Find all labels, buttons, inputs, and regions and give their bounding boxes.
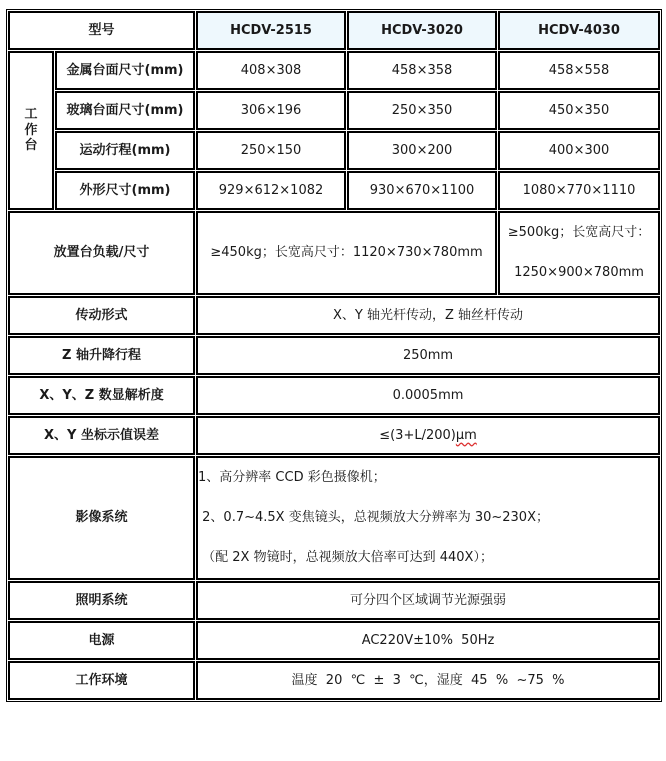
imaging-description: [196, 456, 660, 580]
row-label: 外形尺寸(mm): [55, 171, 195, 210]
table-row: [8, 581, 660, 620]
cell-value: 可分四个区域调节光源强弱: [196, 581, 660, 620]
cell-value: 930×670×1100: [347, 171, 497, 210]
cell-value: 300×200: [347, 131, 497, 170]
cell-value: 250mm: [196, 336, 660, 375]
row-label: 放置台负载/尺寸: [8, 211, 195, 295]
row-label: 电源: [8, 621, 195, 660]
row-label: X、Y 坐标示值误差: [8, 416, 195, 455]
row-label: 影像系统: [8, 456, 195, 580]
cell-value: AC220V±10% 50Hz: [196, 621, 660, 660]
table-row: [8, 416, 660, 455]
cell-value: X、Y 轴光杆传动，Z 轴丝杆传动: [196, 296, 660, 335]
row-label: 照明系统: [8, 581, 195, 620]
table-row: [8, 376, 660, 415]
imaging-line: 1、高分辨率 CCD 彩色摄像机；: [198, 470, 386, 485]
cell-value: 929×612×1082: [196, 171, 346, 210]
row-label: 传动形式: [8, 296, 195, 335]
table-row: [8, 296, 660, 335]
cell-value: ≤(3+L/200)μm: [196, 416, 660, 455]
table-row: [8, 91, 660, 130]
cell-value: 458×358: [347, 51, 497, 90]
table-row: [8, 661, 660, 700]
cell-value: 250×350: [347, 91, 497, 130]
model-header: HCDV-4030: [498, 11, 660, 50]
cell-value: 温度 20 ℃ ± 3 ℃，湿度 45 % ~75 %: [196, 661, 660, 700]
row-label: 金属台面尺寸(mm): [55, 51, 195, 90]
table-row: [8, 336, 660, 375]
model-label: 型号: [8, 11, 195, 50]
row-label: Z 轴升降行程: [8, 336, 195, 375]
model-header: HCDV-3020: [347, 11, 497, 50]
spec-table: [6, 9, 662, 702]
table-row: [8, 131, 660, 170]
cell-value: 458×558: [498, 51, 660, 90]
worktable-group-label: 工 作 台: [8, 51, 54, 210]
cell-value: 408×308: [196, 51, 346, 90]
cell-value: ≥450kg；长宽高尺寸：1120×730×780mm: [196, 211, 497, 295]
row-label: 玻璃台面尺寸(mm): [55, 91, 195, 130]
imaging-line: 2、0.7~4.5X 变焦镜头，总视频放大分辨率为 30~230X；: [198, 510, 549, 525]
cell-value: 450×350: [498, 91, 660, 130]
cell-value: 0.0005mm: [196, 376, 660, 415]
table-row: [8, 621, 660, 660]
cell-value: ≥500kg；长宽高尺寸： 1250×900×780mm: [498, 211, 660, 295]
cell-value: 1080×770×1110: [498, 171, 660, 210]
cell-value: 400×300: [498, 131, 660, 170]
table-row: [8, 171, 660, 210]
table-row: [8, 211, 660, 295]
table-row: [8, 51, 660, 90]
row-label: 工作环境: [8, 661, 195, 700]
cell-value: 250×150: [196, 131, 346, 170]
model-header: HCDV-2515: [196, 11, 346, 50]
row-label: X、Y、Z 数显解析度: [8, 376, 195, 415]
table-row: [8, 456, 660, 580]
cell-value: 306×196: [196, 91, 346, 130]
imaging-line: （配 2X 物镜时，总视频放大倍率可达到 440X）；: [198, 550, 493, 565]
row-label: 运动行程(mm): [55, 131, 195, 170]
header-row: [8, 11, 660, 50]
